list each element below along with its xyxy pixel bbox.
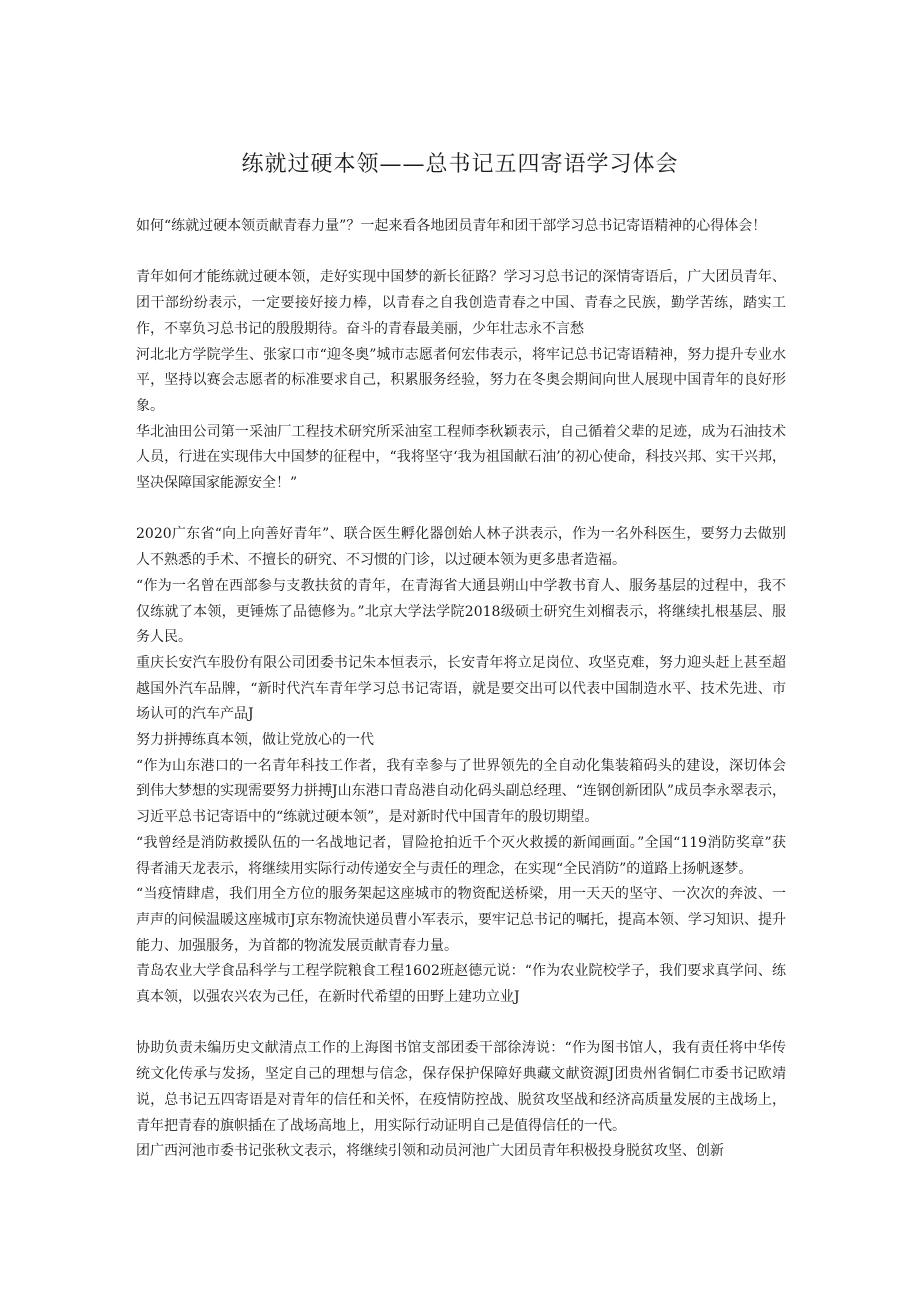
paragraph: “作为一名曾在西部参与支教扶贫的青年，在青海省大通县朔山中学教书育人、服务基层的过程中，我不仅练就了本领，更锤炼了品德修为。”北京大学法学院2018级硕士研究生刘榴表示，将继续扎根基层、服务人民。 [136, 577, 786, 646]
paragraph: 协助负责未编历史文献清点工作的上海图书馆支部团委干部徐涛说：“作为图书馆人，我有责任将中华传统文化传承与发扬，坚定自己的理想与信念，保存保护保障好典藏文献资源J团贵州省铜仁市委书记欧靖说，总书记五四寄语是对青年的信任和关怀，在疫情防控战、脱贫攻坚战和经济高质量发展的主战场上，青年把青春的旗帜插在了战场高地上，用实际行动证明自己是值得信任的一代。 [136, 1040, 786, 1134]
paragraph: 青岛农业大学食品科学与工程学院粮食工程1602班赵德元说：“作为农业院校学子，我们要求真学问、练真本领，以强农兴农为己任，在新时代希望的田野上建功立业J [136, 963, 786, 1006]
document-body [136, 214, 786, 1165]
section-heading: 努力拼搏练真本领，做让党放心的一代 [136, 732, 374, 749]
paragraph: 华北油田公司第一采油厂工程技术研究所采油室工程师李秋颖表示，自己循着父辈的足迹，成为石油技术人员，行进在实现伟大中国梦的征程中，“我将坚守‘我为祖国献石油’的初心使命，科技兴邦、实干兴邦，坚决保障国家能源安全！” [136, 423, 786, 492]
paragraph: “当疫情肆虐，我们用全方位的服务架起这座城市的物资配送桥梁，用一天天的坚守、一次次的奔波、一声声的问候温暖这座城市J京东物流快递员曹小军表示，要牢记总书记的嘱托，提高本领、学习知识、提升能力、加强服务，为首都的物流发展贡献青春力量。 [136, 886, 786, 954]
paragraph: 重庆长安汽车股份有限公司团委书记朱本恒表示，长安青年将立足岗位、攻坚克难，努力迎头赶上甚至超越国外汽车品牌，“新时代汽车青年学习总书记寄语，就是要交出可以代表中国制造水平、技术先进、市场认可的汽车产品J [136, 654, 786, 723]
paragraph-gap [136, 1011, 786, 1037]
paragraph: 青年如何才能练就过硬本领，走好实现中国梦的新长征路？学习习总书记的深情寄语后，广大团员青年、团干部纷纷表示，一定要接好接力棒，以青春之自我创造青春之中国、青春之民族，勤学苦练，踏实工作，不辜负习总书记的殷殷期待。奋斗的青春最美丽，少年壮志永不言愁 [136, 269, 786, 337]
paragraph-gap [136, 240, 786, 266]
paragraph-intro: 如何“练就过硬本领贡献青春力量”？一起来看各地团员青年和团干部学习总书记寄语精神的心得体会！ [136, 218, 767, 234]
paragraph: “作为山东港口的一名青年科技工作者，我有幸参与了世界领先的全自动化集装箱码头的建设，深切体会到伟大梦想的实现需要努力拼搏J山东港口青岛港自动化码头副总经理、“连钢创新团队”成员李永翠表示，习近平总书记寄语中的“练就过硬本领”，是对新时代中国青年的殷切期望。 [136, 757, 786, 826]
paragraph: 2020广东省“向上向善好青年”、联合医生孵化器创始人林子洪表示，作为一名外科医生，要努力去做别人不熟悉的手术、不擅长的研究、不习惯的门诊，以过硬本领为更多患者造福。 [136, 526, 786, 569]
paragraph: “我曾经是消防救援队伍的一名战地记者，冒险抢拍近千个灭火救援的新闻画面。”全国“119消防奖章”获得者浦天龙表示，将继续用实际行动传递安全与责任的理念，在实现“全民消防”的道路上扬帆逐梦。 [136, 834, 786, 877]
paragraph: 河北北方学院学生、张家口市“迎冬奥”城市志愿者何宏伟表示，将牢记总书记寄语精神，努力提升专业水平，坚持以赛会志愿者的标准要求自己，积累服务经验，努力在冬奥会期间向世人展现中国青年的良好形象。 [136, 346, 786, 414]
paragraph: 团广西河池市委书记张秋文表示，将继续引领和动员河池广大团员青年积极投身脱贫攻坚、创新 [136, 1143, 724, 1160]
document-title: 练就过硬本领——总书记五四寄语学习体会 [241, 152, 679, 177]
paragraph-gap [136, 497, 786, 523]
